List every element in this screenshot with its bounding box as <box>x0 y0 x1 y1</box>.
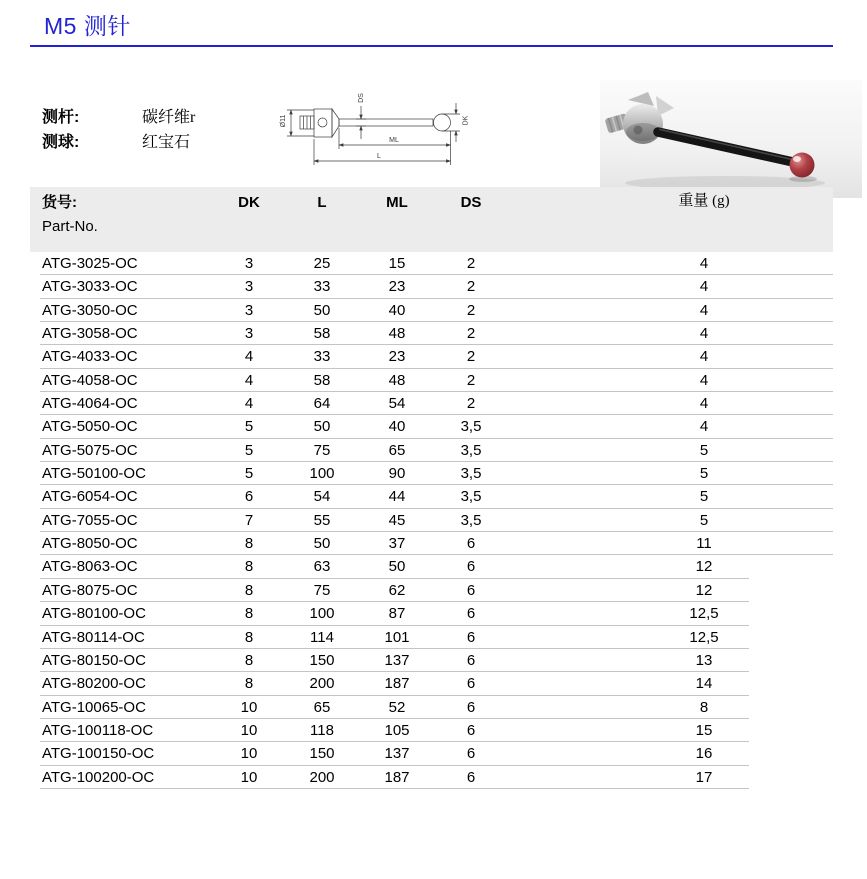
l-cell: 150 <box>309 651 335 669</box>
dk-cell: 3 <box>244 325 254 343</box>
table-row <box>30 742 833 765</box>
dk-cell: 4 <box>244 395 254 413</box>
ml-cell: 105 <box>384 721 410 739</box>
table-row <box>30 602 833 625</box>
part-no-cell: ATG-6054-OC <box>42 488 138 506</box>
part-no-cell: ATG-3025-OC <box>42 255 138 272</box>
table-row <box>30 322 833 345</box>
dk-cell: 10 <box>240 721 258 739</box>
dk-cell: 4 <box>244 348 254 366</box>
l-cell: 63 <box>313 558 331 576</box>
part-no-cell: ATG-80200-OC <box>42 675 146 693</box>
ml-cell: 87 <box>388 605 406 623</box>
ds-cell: 2 <box>466 348 476 366</box>
weight-cell: 12 <box>695 581 713 599</box>
col-header-l: L <box>317 194 327 211</box>
part-no-cell: ATG-80100-OC <box>42 605 146 623</box>
weight-cell: 4 <box>699 278 709 296</box>
ds-cell: 3,5 <box>460 418 482 436</box>
part-no-cell: ATG-8075-OC <box>42 581 138 599</box>
ml-cell: 137 <box>384 651 410 669</box>
weight-cell: 4 <box>699 395 709 413</box>
table-row <box>30 299 833 322</box>
weight-cell: 12 <box>695 558 713 576</box>
l-cell: 50 <box>313 535 331 553</box>
ds-cell: 6 <box>466 721 476 739</box>
l-cell: 75 <box>313 581 331 599</box>
table-row <box>30 555 833 578</box>
table-row <box>30 766 833 789</box>
ds-cell: 2 <box>466 255 476 272</box>
weight-cell: 4 <box>699 348 709 366</box>
ml-cell: 54 <box>388 395 406 413</box>
dim-label-thread-diameter: Ø11 <box>280 114 287 128</box>
table-row <box>30 532 833 555</box>
l-cell: 118 <box>310 721 334 739</box>
dk-cell: 6 <box>244 488 254 506</box>
l-cell: 200 <box>309 675 335 693</box>
part-no-cell: ATG-8050-OC <box>42 535 138 553</box>
weight-cell: 16 <box>695 745 713 763</box>
ml-cell: 65 <box>388 441 406 459</box>
weight-cell: 4 <box>699 325 709 343</box>
dk-cell: 7 <box>244 511 254 529</box>
table-row <box>30 369 833 392</box>
part-no-cell: ATG-100150-OC <box>42 745 155 763</box>
part-no-cell: ATG-10065-OC <box>42 698 146 716</box>
weight-cell: 4 <box>699 371 709 389</box>
part-no-cell: ATG-5075-OC <box>42 441 138 459</box>
ds-cell: 6 <box>466 581 476 599</box>
ds-cell: 6 <box>466 558 476 576</box>
ml-cell: 62 <box>388 581 406 599</box>
ds-cell: 6 <box>466 675 476 693</box>
dk-cell: 10 <box>240 768 258 786</box>
part-no-cell: ATG-4058-OC <box>42 371 138 389</box>
table-row <box>30 415 833 438</box>
dk-cell: 3 <box>244 255 254 272</box>
table-rows <box>30 252 833 789</box>
l-cell: 33 <box>313 348 331 366</box>
ml-cell: 137 <box>384 745 410 763</box>
col-header-weight: 重量 (g) <box>678 193 730 209</box>
dk-cell: 3 <box>244 278 254 296</box>
dk-cell: 8 <box>244 675 254 693</box>
weight-cell: 5 <box>699 441 709 459</box>
table-row <box>30 485 833 508</box>
part-no-cell: ATG-100118-OC <box>42 721 154 739</box>
dk-cell: 8 <box>244 558 254 576</box>
ml-cell: 15 <box>388 255 406 272</box>
stylus-dimension-drawing <box>272 84 487 179</box>
weight-cell: 4 <box>699 301 709 319</box>
l-cell: 55 <box>313 511 331 529</box>
weight-cell: 15 <box>695 721 713 739</box>
weight-cell: 12,5 <box>689 628 719 646</box>
table-row <box>30 672 833 695</box>
l-cell: 100 <box>309 465 335 483</box>
dk-cell: 3 <box>244 301 254 319</box>
weight-cell: 5 <box>699 465 709 483</box>
table-row <box>30 579 833 602</box>
dk-cell: 8 <box>244 581 254 599</box>
weight-cell: 5 <box>699 511 709 529</box>
l-cell: 58 <box>313 325 331 343</box>
l-cell: 54 <box>313 488 331 506</box>
weight-cell: 5 <box>699 488 709 506</box>
l-cell: 50 <box>313 418 331 436</box>
weight-cell: 11 <box>696 535 712 553</box>
dk-cell: 8 <box>244 651 254 669</box>
table-row <box>30 509 833 532</box>
col-header-part-no-zh: 货号: <box>42 194 77 211</box>
part-no-cell: ATG-80114-OC <box>42 628 145 646</box>
stylus-product-photo <box>600 80 862 198</box>
ds-cell: 6 <box>466 628 476 646</box>
ds-cell: 2 <box>466 325 476 343</box>
dk-cell: 5 <box>244 465 254 483</box>
ds-cell: 6 <box>466 651 476 669</box>
part-no-cell: ATG-3033-OC <box>42 278 138 296</box>
ml-cell: 23 <box>388 278 406 296</box>
dk-cell: 8 <box>244 535 254 553</box>
weight-cell: 8 <box>699 698 709 716</box>
dk-cell: 8 <box>244 605 254 623</box>
ml-cell: 50 <box>388 558 406 576</box>
dk-cell: 10 <box>240 745 258 763</box>
table-row <box>30 275 833 298</box>
dk-cell: 10 <box>240 698 258 716</box>
ml-cell: 23 <box>388 348 406 366</box>
title-underline <box>30 45 833 47</box>
part-no-cell: ATG-7055-OC <box>42 511 138 529</box>
weight-cell: 13 <box>695 651 713 669</box>
ball-highlight <box>793 156 801 162</box>
col-header-part-no-en: Part-No. <box>42 218 98 235</box>
ml-cell: 52 <box>388 698 406 716</box>
table-row <box>30 439 833 462</box>
part-no-cell: ATG-50100-OC <box>42 465 146 483</box>
l-cell: 58 <box>313 371 331 389</box>
l-cell: 64 <box>313 395 331 413</box>
dim-label-dk: DK <box>462 115 470 126</box>
weight-cell: 17 <box>695 768 713 786</box>
ds-cell: 6 <box>466 535 476 553</box>
l-cell: 75 <box>313 441 331 459</box>
table-row <box>30 719 833 742</box>
l-cell: 114 <box>310 628 334 646</box>
l-cell: 100 <box>309 605 335 623</box>
table-row <box>30 392 833 415</box>
ds-cell: 3,5 <box>460 465 482 483</box>
ml-cell: 90 <box>388 465 406 483</box>
part-no-cell: ATG-4033-OC <box>42 348 138 366</box>
table-row <box>30 626 833 649</box>
dk-cell: 4 <box>244 371 254 389</box>
spec-value-shaft: 碳纤维r <box>142 109 196 126</box>
ds-cell: 3,5 <box>460 441 482 459</box>
ml-cell: 40 <box>388 418 406 436</box>
ml-cell: 187 <box>384 675 410 693</box>
table-header <box>30 187 833 252</box>
dim-label-ml: ML <box>389 137 399 144</box>
page-title: M5 测针 <box>44 13 131 39</box>
col-header-ds: DS <box>460 194 482 211</box>
spec-label-ball: 测球: <box>42 134 80 151</box>
spec-label-shaft: 测杆: <box>42 109 80 126</box>
part-no-cell: ATG-8063-OC <box>42 558 138 576</box>
part-no-cell: ATG-3058-OC <box>42 325 138 343</box>
ds-cell: 3,5 <box>460 488 482 506</box>
dk-cell: 5 <box>244 441 254 459</box>
table-row <box>30 252 833 275</box>
row-separator <box>40 788 749 789</box>
dim-label-ds: DS <box>358 93 365 103</box>
l-cell: 33 <box>313 278 331 296</box>
l-cell: 65 <box>313 698 331 716</box>
ds-cell: 2 <box>466 371 476 389</box>
ds-cell: 6 <box>466 605 476 623</box>
part-no-cell: ATG-100200-OC <box>42 768 155 786</box>
table-row <box>30 649 833 672</box>
l-cell: 200 <box>309 768 335 786</box>
weight-cell: 4 <box>699 418 709 436</box>
table-row <box>30 696 833 719</box>
weight-cell: 14 <box>695 675 713 693</box>
part-no-cell: ATG-4064-OC <box>42 395 138 413</box>
ruby-ball <box>790 153 815 178</box>
ml-cell: 48 <box>388 371 406 389</box>
ds-cell: 6 <box>466 768 476 786</box>
col-header-dk: DK <box>238 194 260 211</box>
dk-cell: 5 <box>244 418 254 436</box>
table-row <box>30 345 833 368</box>
part-no-cell: ATG-5050-OC <box>42 418 138 436</box>
l-cell: 150 <box>309 745 335 763</box>
table-row <box>30 462 833 485</box>
l-cell: 50 <box>313 301 331 319</box>
ds-cell: 2 <box>466 301 476 319</box>
part-no-cell: ATG-3050-OC <box>42 301 138 319</box>
ml-cell: 101 <box>384 628 410 646</box>
ml-cell: 187 <box>384 768 410 786</box>
ml-cell: 44 <box>388 488 406 506</box>
ds-cell: 3,5 <box>460 511 482 529</box>
part-no-cell: ATG-80150-OC <box>42 651 146 669</box>
ds-cell: 6 <box>466 698 476 716</box>
dk-cell: 8 <box>244 628 254 646</box>
weight-cell: 12,5 <box>689 605 719 623</box>
col-header-ml: ML <box>386 194 408 211</box>
ds-cell: 2 <box>466 395 476 413</box>
l-cell: 25 <box>313 255 331 272</box>
dim-label-l: L <box>377 153 381 160</box>
ds-cell: 6 <box>466 745 476 763</box>
ml-cell: 40 <box>388 301 406 319</box>
ml-cell: 48 <box>388 325 406 343</box>
ml-cell: 45 <box>388 511 406 529</box>
ml-cell: 37 <box>388 535 406 553</box>
weight-cell: 4 <box>699 255 709 272</box>
ds-cell: 2 <box>466 278 476 296</box>
spec-value-ball: 红宝石 <box>142 134 191 151</box>
